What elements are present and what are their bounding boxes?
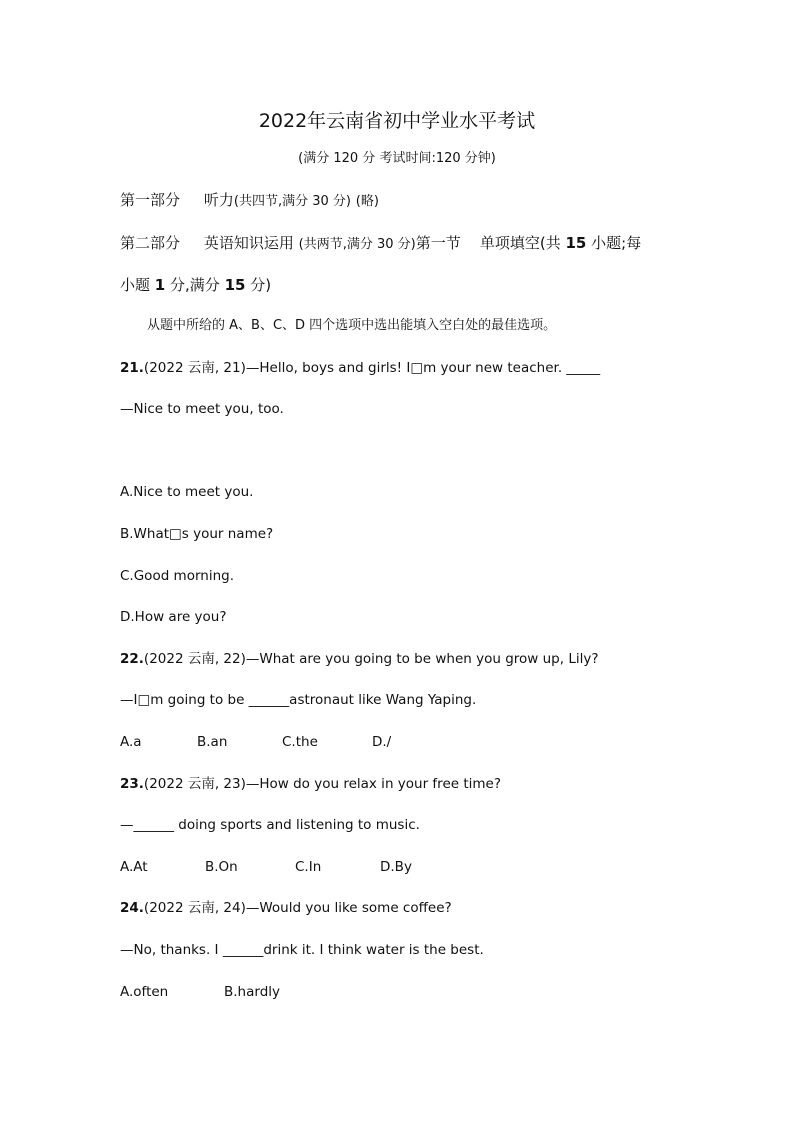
q22-number: 22. [120,651,144,667]
part2-count: 15 [565,234,587,252]
q23-option-a: A.At [120,859,148,875]
q21-reply: —Nice to meet you, too. [120,401,284,417]
part2-name: 英语知识运用 [203,234,294,252]
q24-option-b: B.hardly [224,984,281,1000]
q22-option-c: C.the [282,734,318,750]
q24-stem [120,898,452,918]
part2-per-score: 1 [154,276,166,294]
q21-number: 21. [120,360,144,376]
q21-option-c: C.Good morning. [120,568,235,584]
part2-count-tail: 小题;每 [591,234,642,252]
q21-stem [120,358,600,378]
q21-option-d: D.How are you? [120,609,227,625]
part1-label: 第一部分 [120,191,181,209]
part2-line2-a: 小题 [120,276,151,294]
q22-text: (2022 云南, 22)—What are you going to be when you grow up, Lily? [143,651,599,667]
q23-text: (2022 云南, 23)—How do you relax in your free time? [143,776,502,792]
q22-options [120,732,391,752]
q23-option-c: C.In [295,859,322,875]
q21-option-a: A.Nice to meet you. [120,484,254,500]
exam-title: 2022年云南省初中学业水平考试 [258,110,536,132]
q22-option-d: D./ [372,734,392,750]
q23-option-d: D.By [380,859,412,875]
part2-line2-c: 分) [250,276,272,294]
q22-option-a: A.a [120,734,142,750]
part2-heading-line2 [120,275,271,295]
q24-options [120,982,280,1002]
part2-line2-b: 分,满分 [170,276,220,294]
part1-omit: (略) [355,194,379,209]
q22-option-b: B.an [197,734,228,750]
part1-name: 听力 [203,191,234,209]
q22-stem [120,649,599,669]
q21-option-b: B.What□s your name? [120,526,274,542]
q24-reply: —No, thanks. I ______drink it. I think water is the best. [120,942,484,958]
exam-subtitle: (满分 120 分 考试时间:120 分钟) [298,151,496,166]
part2-label: 第二部分 [120,234,181,252]
part1-note: (共四节,满分 30 分) [233,194,351,209]
part1-heading [120,190,379,212]
q23-stem [120,774,501,794]
q24-option-a: A.often [120,984,169,1000]
part2-note: (共两节,满分 30 分) [298,237,416,252]
q23-number: 23. [120,776,144,792]
q23-option-b: B.On [205,859,238,875]
q22-reply: —I□m going to be ______astronaut like Wang Yaping. [120,692,477,708]
q24-text: (2022 云南, 24)—Would you like some coffee? [143,900,452,916]
part2-heading [120,233,641,255]
instruction: 从题中所给的 A、B、C、D 四个选项中选出能填入空白处的最佳选项。 [147,318,557,333]
q23-reply: —______ doing sports and listening to music. [120,817,420,833]
q21-text: (2022 云南, 21)—Hello, boys and girls! I□m your new teacher. _____ [143,360,601,376]
part2-section: 第一节 [415,234,461,252]
q24-number: 24. [120,900,144,916]
part2-section-name: 单项填空(共 [479,234,561,252]
q23-options [120,857,412,877]
part2-total: 15 [224,276,246,294]
